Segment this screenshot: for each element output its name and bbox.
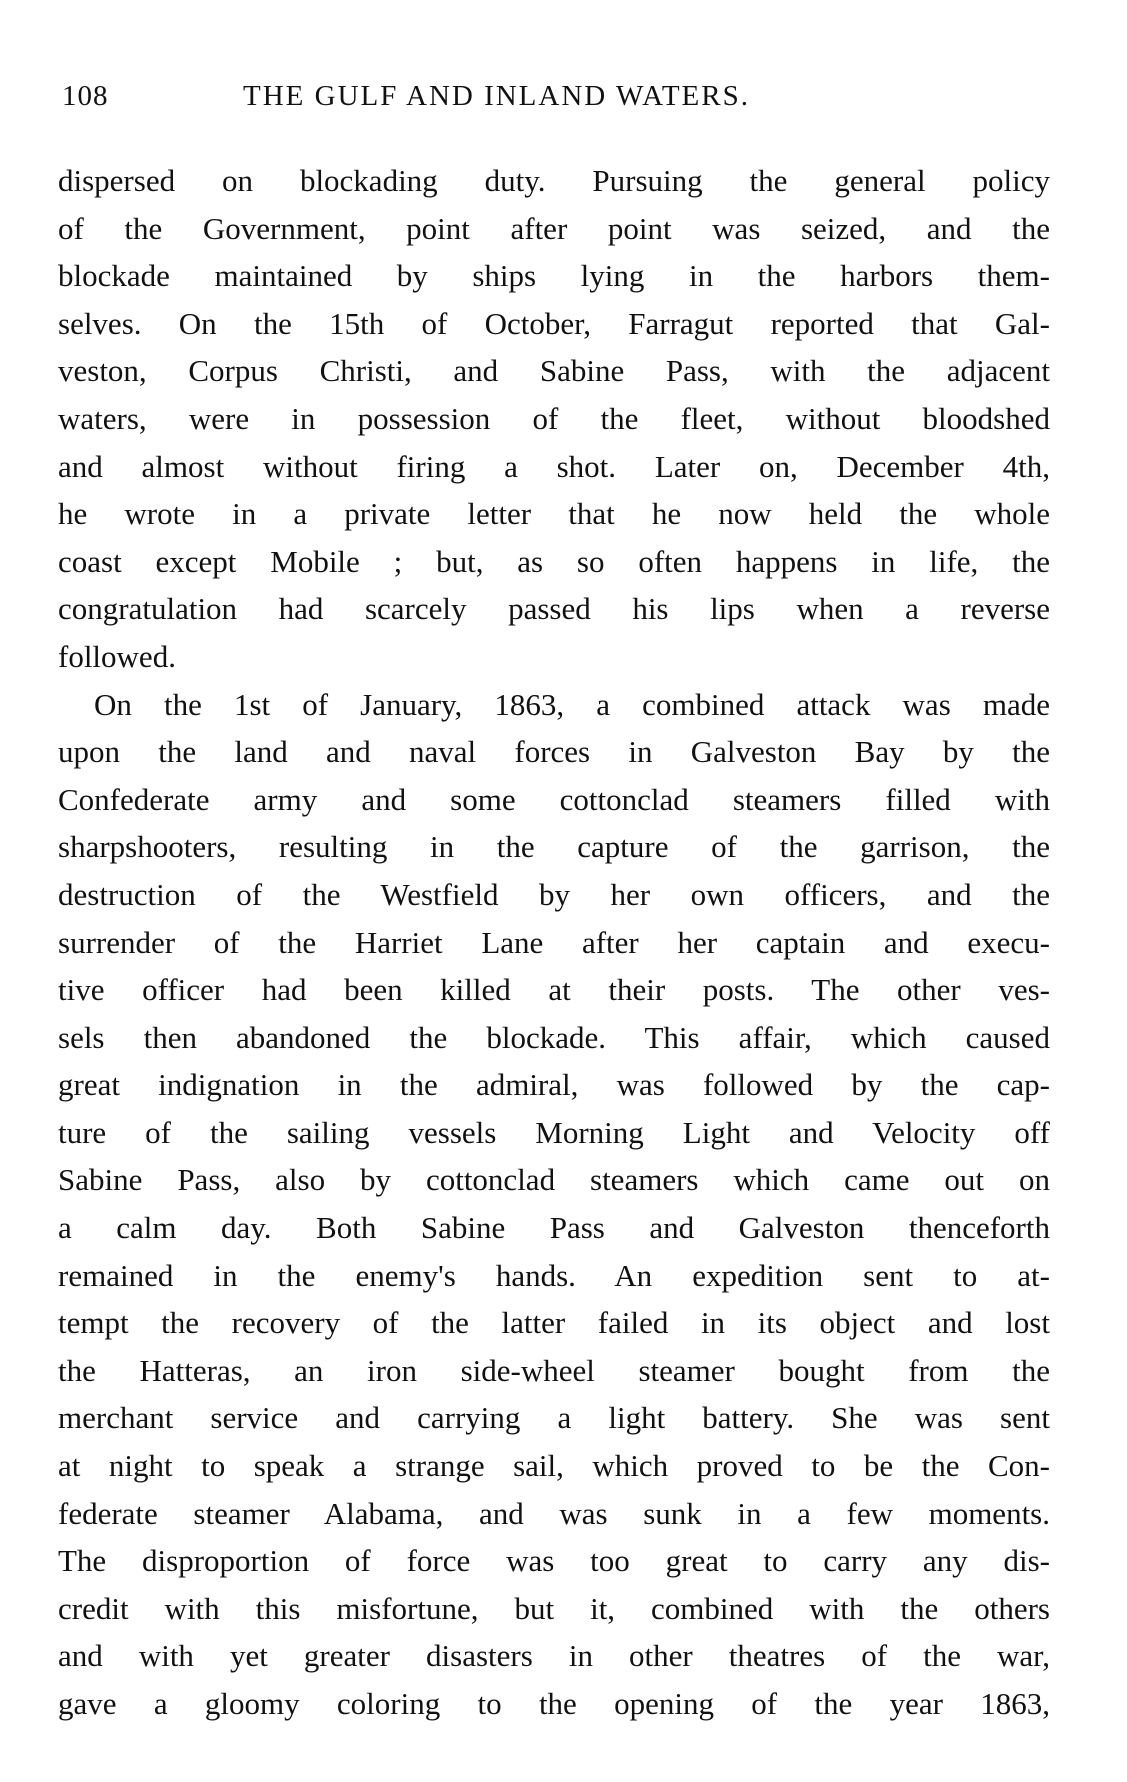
text-line: upon the land and naval forces in Galveston Bay by the	[58, 734, 1050, 770]
text-line: coast except Mobile ; but, as so often happens in life, the	[58, 543, 1050, 579]
paragraph-1	[58, 157, 1050, 681]
text-line: surrender of the Harriet Lane after her captain and execu-	[58, 924, 1050, 960]
text-line: of the Government, point after point was seized, and the	[58, 210, 1050, 246]
text-line: and with yet greater disasters in other theatres of the war,	[58, 1638, 1050, 1674]
running-title: THE GULF AND INLAND WATERS.	[243, 80, 750, 112]
text-line: veston, Corpus Christi, and Sabine Pass, with the adjacent	[58, 353, 1050, 389]
text-line: he wrote in a private letter that he now held the whole	[58, 496, 1050, 532]
text-line: sharpshooters, resulting in the capture of the garrison, the	[58, 829, 1050, 865]
text-line: Confederate army and some cottonclad steamers filled with	[58, 781, 1050, 817]
text-line: congratulation had scarcely passed his lips when a reverse	[58, 591, 1050, 627]
text-line: The disproportion of force was too great to carry any dis-	[58, 1543, 1050, 1579]
text-line: Sabine Pass, also by cottonclad steamers which came out on	[58, 1162, 1050, 1198]
text-line: credit with this misfortune, but it, combined with the others	[58, 1590, 1050, 1626]
text-line: great indignation in the admiral, was followed by the cap-	[58, 1067, 1050, 1103]
text-line: waters, were in possession of the fleet, without bloodshed	[58, 400, 1050, 436]
text-line: and almost without firing a shot. Later on, December 4th,	[58, 448, 1050, 484]
text-line: tempt the recovery of the latter failed in its object and lost	[58, 1305, 1050, 1341]
text-line: destruction of the Westfield by her own officers, and the	[58, 876, 1050, 912]
body-text	[58, 157, 1050, 1728]
text-line: followed.	[58, 638, 176, 674]
paragraph-2	[58, 681, 1050, 1728]
text-line: sels then abandoned the blockade. This affair, which caused	[58, 1019, 1050, 1055]
text-line: tive officer had been killed at their posts. The other ves-	[58, 972, 1050, 1008]
page-number: 108	[62, 80, 109, 112]
text-line: blockade maintained by ships lying in the harbors them-	[58, 258, 1050, 294]
text-line: at night to speak a strange sail, which proved to be the Con-	[58, 1448, 1050, 1484]
text-line: federate steamer Alabama, and was sunk in a few moments.	[58, 1495, 1050, 1531]
text-line: a calm day. Both Sabine Pass and Galveston thenceforth	[58, 1210, 1050, 1246]
running-head	[58, 80, 1050, 120]
text-line: the Hatteras, an iron side-wheel steamer bought from the	[58, 1352, 1050, 1388]
text-line: gave a gloomy coloring to the opening of the year 1863,	[58, 1686, 1050, 1721]
text-line: On the 1st of January, 1863, a combined attack was made	[94, 686, 1050, 722]
text-line: selves. On the 15th of October, Farragut reported that Gal-	[58, 305, 1050, 341]
text-line: dispersed on blockading duty. Pursuing the general policy	[58, 163, 1050, 198]
text-line: merchant service and carrying a light battery. She was sent	[58, 1400, 1050, 1436]
text-line: ture of the sailing vessels Morning Light and Velocity off	[58, 1114, 1050, 1150]
text-line: remained in the enemy's hands. An expedition sent to at-	[58, 1257, 1050, 1293]
